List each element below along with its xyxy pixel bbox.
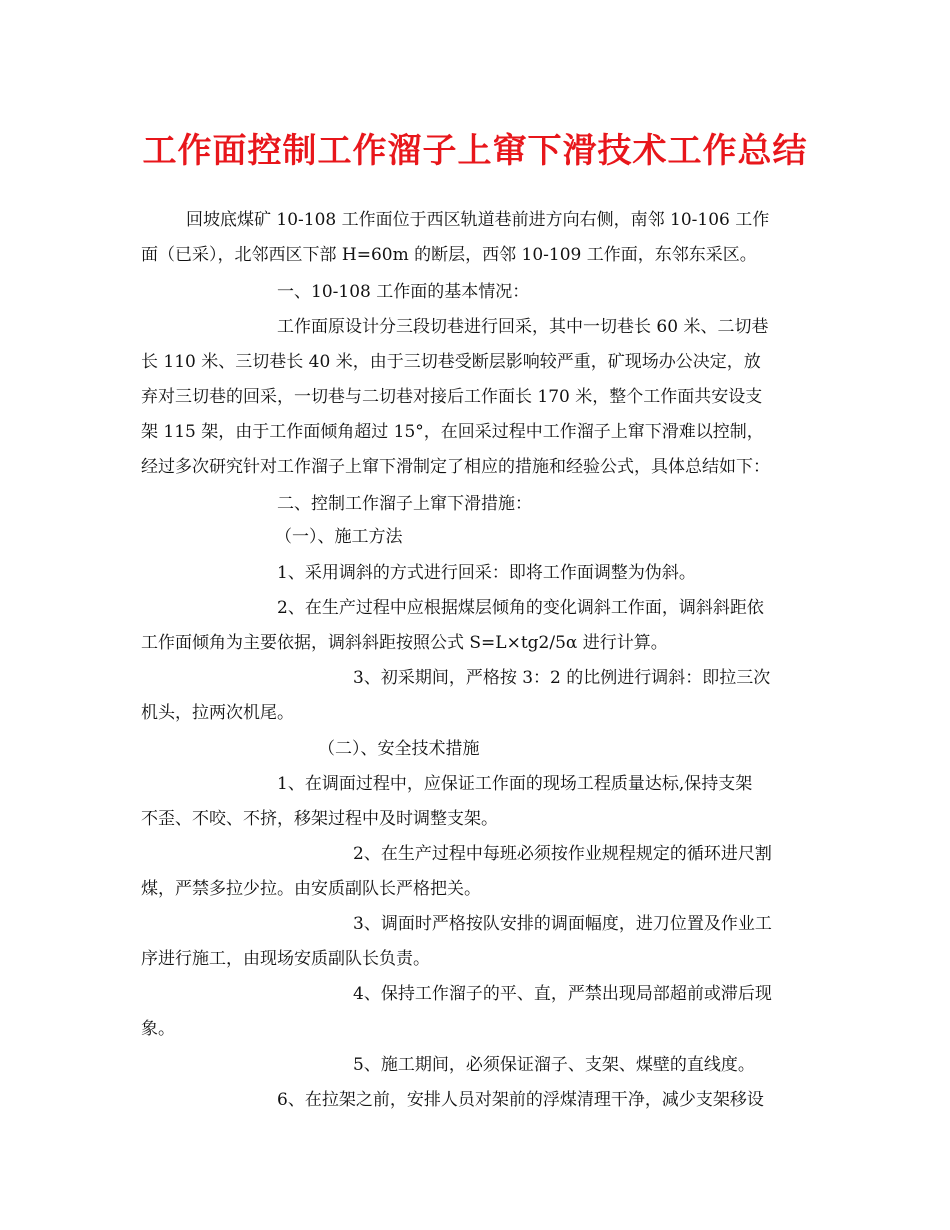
list-item: 1、在调面过程中，应保证工作面的现场工程质量达标,保持支架 — [277, 774, 753, 794]
subsection-heading: （一）、施工方法 — [275, 527, 403, 547]
paragraph-line: 机头，拉两次机尾。 — [141, 703, 294, 723]
section-heading: 一、10-108 工作面的基本情况： — [277, 282, 530, 302]
document-title: 工作面控制工作溜子上窜下滑技术工作总结 — [142, 131, 808, 171]
section-heading: 二、控制工作溜子上窜下滑措施： — [277, 494, 532, 514]
list-item: 3、初采期间，严格按 3：2 的比例进行调斜：即拉三次 — [353, 668, 771, 688]
paragraph-line: 架 115 架，由于工作面倾角超过 15°，在回采过程中工作溜子上窜下滑难以控制， — [141, 422, 764, 442]
paragraph-line: 煤，严禁多拉少拉。由安质副队长严格把关。 — [141, 879, 481, 899]
list-item: 1、采用调斜的方式进行回采：即将工作面调整为伪斜。 — [277, 563, 696, 583]
paragraph-line: 面（已采），北邻西区下部 H=60m 的断层，西邻 10-109 工作面，东邻东采区。 — [141, 245, 757, 265]
list-item: 2、在生产过程中每班必须按作业规程规定的循环进尺割 — [353, 844, 772, 864]
subsection-heading: （二）、安全技术措施 — [318, 739, 480, 759]
list-item: 4、保持工作溜子的平、直，严禁出现局部超前或滞后现 — [353, 984, 772, 1004]
list-item: 5、施工期间，必须保证溜子、支架、煤壁的直线度。 — [353, 1055, 755, 1075]
paragraph-line: 象。 — [141, 1019, 175, 1039]
paragraph-line: 不歪、不咬、不挤，移架过程中及时调整支架。 — [141, 809, 498, 829]
paragraph-line: 序进行施工，由现场安质副队长负责。 — [141, 949, 430, 969]
paragraph-line: 长 110 米、三切巷长 40 米，由于三切巷受断层影响较严重，矿现场办公决定，放 — [141, 352, 761, 372]
list-item: 3、调面时严格按队安排的调面幅度，进刀位置及作业工 — [353, 914, 772, 934]
paragraph-line: 工作面倾角为主要依据，调斜斜距按照公式 S=L×tg2/5α 进行计算。 — [141, 633, 668, 653]
paragraph-line: 工作面原设计分三段切巷进行回采，其中一切巷长 60 米、二切巷 — [277, 317, 769, 337]
list-item: 6、在拉架之前，安排人员对架前的浮煤清理干净，减少支架移设 — [277, 1090, 764, 1110]
paragraph-line: 经过多次研究针对工作溜子上窜下滑制定了相应的措施和经验公式，具体总结如下： — [141, 457, 770, 477]
paragraph-line: 回坡底煤矿 10-108 工作面位于西区轨道巷前进方向右侧，南邻 10-106 工作 — [186, 210, 770, 230]
list-item: 2、在生产过程中应根据煤层倾角的变化调斜工作面，调斜斜距依 — [277, 598, 764, 618]
paragraph-line: 弃对三切巷的回采，一切巷与二切巷对接后工作面长 170 米，整个工作面共安设支 — [141, 387, 763, 407]
